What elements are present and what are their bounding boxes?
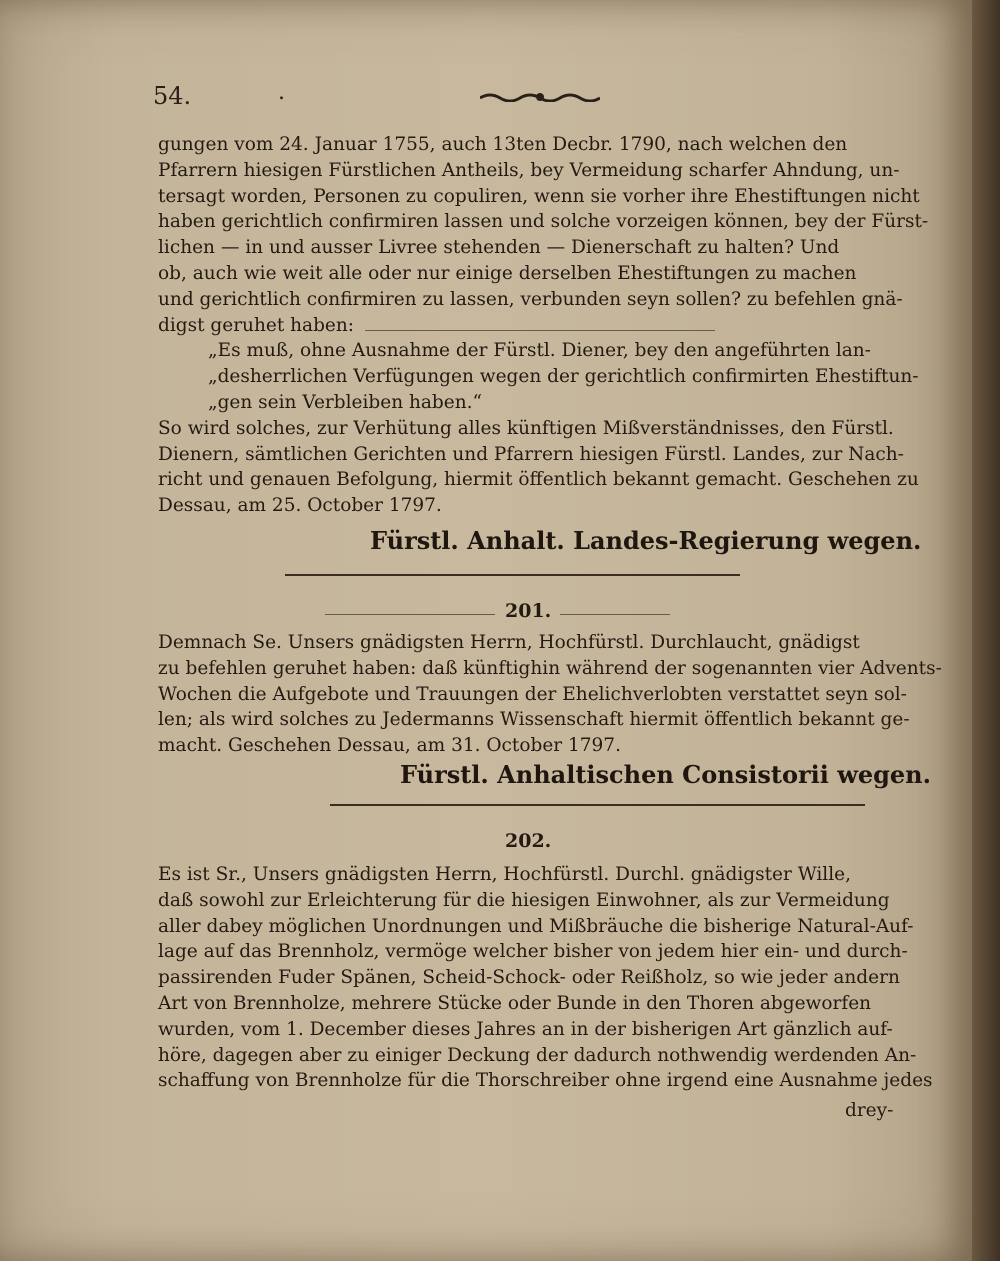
- text-line: lichen — in und ausser Livree stehenden — Dienerschaft zu halten? Und: [158, 237, 840, 259]
- text-line: So wird solches, zur Verhütung alles künftigen Mißverständnisses, den Fürstl.: [158, 417, 894, 439]
- text-line: Art von Brennholze, mehrere Stücke oder Bunde in den Thoren abgeworfen: [158, 992, 872, 1014]
- text-line: Es ist Sr., Unsers gnädigsten Herrn, Hochfürstl. Durchl. gnädigster Wille,: [158, 864, 851, 885]
- text-line: richt und genauen Befolgung, hiermit öffentlich bekannt gemacht. Geschehen zu: [158, 469, 919, 491]
- section-2-body: [158, 630, 942, 759]
- text-line: Wochen die Aufgebote und Trauungen der Ehelichverlobten verstattet seyn sol-: [158, 683, 907, 705]
- text-line: ob, auch wie weit alle oder nur einige derselben Ehestiftungen zu machen: [158, 262, 857, 284]
- text-line: schaffung von Brennholze für die Thorschreiber ohne irgend eine Ausnahme jedes: [158, 1070, 933, 1092]
- text-line: und gerichtlich confirmiren zu lassen, verbunden seyn sollen? zu befehlen gnä-: [158, 288, 903, 310]
- text-line: wurden, vom 1. December dieses Jahres an in der bisherigen Art gänzlich auf-: [158, 1018, 893, 1040]
- text-line: höre, dagegen aber zu einiger Deckung der dadurch nothwendig werdenden An-: [158, 1044, 917, 1066]
- text-line: passirenden Fuder Spänen, Scheid-Schock- oder Reißholz, so wie jeder andern: [158, 967, 900, 989]
- text-line: macht. Geschehen Dessau, am 31. October 1797.: [158, 735, 621, 757]
- catchword: drey-: [845, 1100, 894, 1121]
- text-line: daß sowohl zur Erleichterung für die hiesigen Einwohner, als zur Vermeidung: [158, 889, 890, 911]
- text-line: zu befehlen geruhet haben: daß künftighin während der sogenannten vier Advents-: [158, 657, 942, 679]
- page-number: 54.: [153, 82, 192, 110]
- quote-line: „desherrlichen Verfügungen wegen der gerichtlich confirmirten Ehestiftun-: [208, 366, 919, 388]
- signature-regierung: Fürstl. Anhalt. Landes-Regierung wegen.: [370, 526, 922, 555]
- text-line: Demnach Se. Unsers gnädigsten Herrn, Hochfürstl. Durchlaucht, gnädigst: [158, 632, 860, 653]
- section-divider: [285, 574, 740, 576]
- header-ornament: [480, 92, 600, 102]
- section-1-body: [158, 132, 929, 519]
- text-line: tersagt worden, Personen zu copuliren, wenn sie vorher ihre Ehestiftungen nicht: [158, 185, 920, 207]
- text-line: lage auf das Brennholz, vermöge welcher bisher von jedem hier ein- und durch-: [158, 941, 908, 963]
- signature-consistorium: Fürstl. Anhaltischen Consistorii wegen.: [400, 760, 931, 789]
- text-line: haben gerichtlich confirmiren lassen und solche vorzeigen können, bey der Fürst-: [158, 211, 929, 233]
- quote-line: „Es muß, ohne Ausnahme der Fürstl. Diener, bey den angeführten lan-: [208, 340, 871, 362]
- section-3-body: [158, 862, 933, 1094]
- text-line: len; als wird solches zu Jedermanns Wissenschaft hiermit öffentlich bekannt ge-: [158, 709, 910, 731]
- section-divider: [330, 804, 865, 806]
- text-line: gungen vom 24. Januar 1755, auch 13ten Decbr. 1790, nach welchen den: [158, 134, 848, 155]
- text-line: Pfarrern hiesigen Fürstlichen Antheils, bey Vermeidung scharfer Ahndung, un-: [158, 159, 900, 181]
- header-dot: .: [278, 80, 285, 105]
- number-rule-right: [560, 614, 670, 615]
- page-header: [150, 82, 900, 112]
- line-filler: [365, 330, 715, 331]
- quote-line: „gen sein Verbleiben haben.“: [208, 391, 482, 413]
- section-number-202: 202.: [505, 830, 552, 852]
- text-line: digst geruhet haben:: [158, 314, 355, 336]
- page-edge-shadow: [972, 0, 1000, 1261]
- text-line: aller dabey möglichen Unordnungen und Mißbräuche die bisherige Natural-Auf-: [158, 915, 914, 937]
- text-line: Dessau, am 25. October 1797.: [158, 495, 442, 517]
- section-number-201: 201.: [505, 600, 552, 622]
- text-line: Dienern, sämtlichen Gerichten und Pfarrern hiesigen Fürstl. Landes, zur Nach-: [158, 443, 904, 465]
- number-rule-left: [325, 614, 495, 615]
